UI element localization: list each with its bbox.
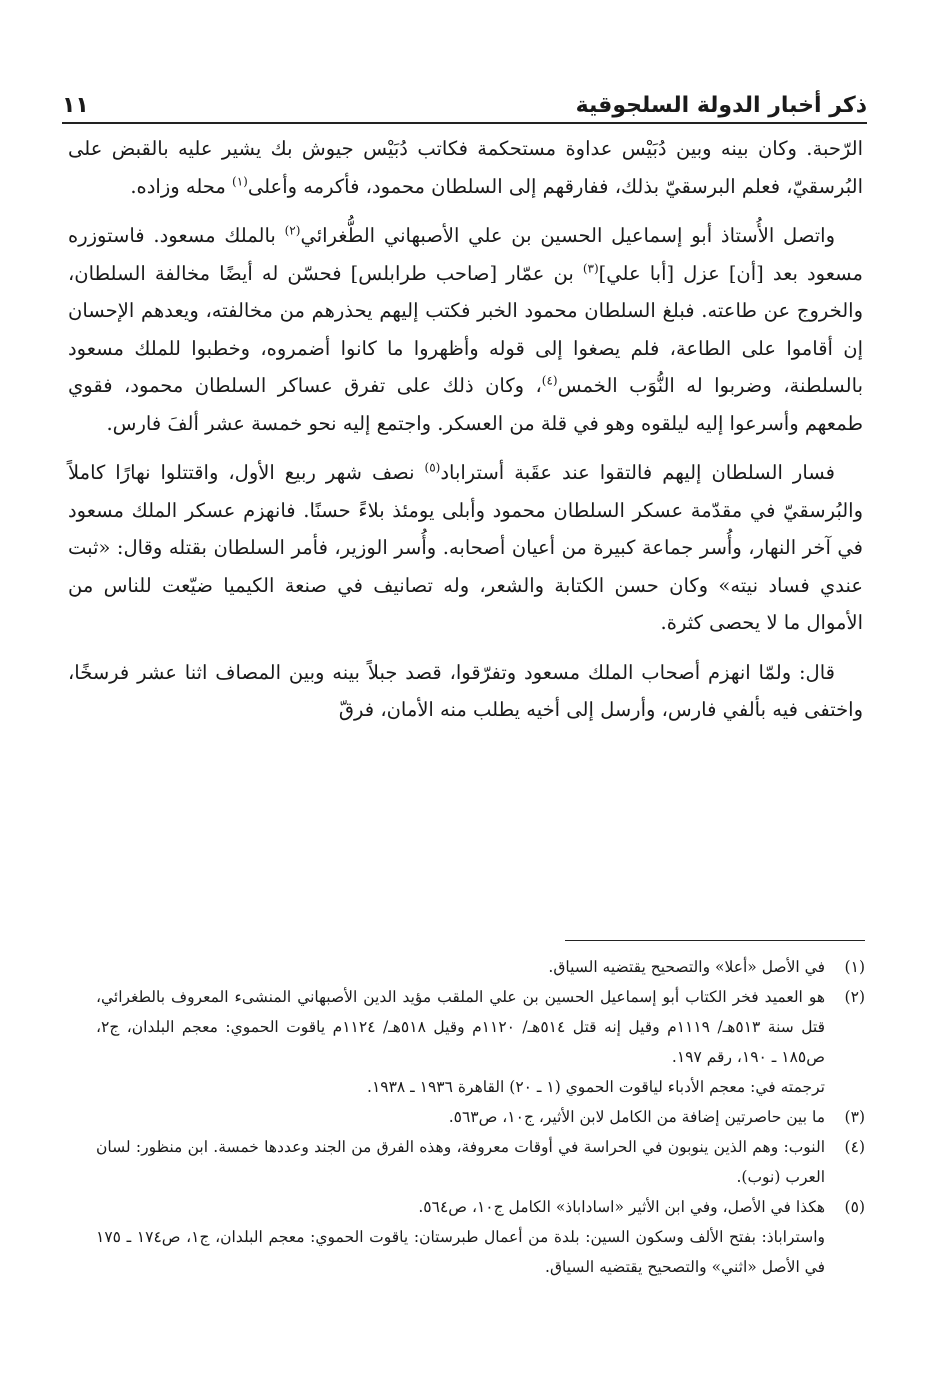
footnote-ref-2: (٢): [284, 223, 301, 238]
footnote-line: هو العميد فخر الكتاب أبو إسماعيل الحسين بن علي الملقب مؤيد الدين الأصبهاني المنشىء المعروف بالطغرائي، قتل سنة ٥١٣هـ/ ١١١٩م وقيل إنه قتل ٥١٤هـ/ ١١٢٠م وقيل ٥١٨هـ/ ١١٢٤م ياقوت الحموي: معجم البلدان، ج٢، ص١٨٥ ـ ١٩٠، رقم ١٩٧.: [96, 988, 826, 1066]
text-run: بالملك مسعود. فاستوزره مسعود بعد [أن] عزل [أبا علي]: [68, 224, 863, 285]
text-run: محله وزاده.: [130, 174, 233, 198]
footnote-text: [96, 1132, 825, 1192]
footnote-number: (٤): [844, 1138, 865, 1156]
main-text: [68, 130, 863, 741]
footnote-separator: [565, 940, 865, 941]
footnote-line: النوب: وهم الذين ينوبون في الحراسة في أوقات معروفة، وهذه الفرق من الجند وعددها خمسة. ابن منظور: لسان العرب (نوب).: [96, 1138, 825, 1186]
paragraph-1: [68, 130, 863, 205]
page-number: ١١: [62, 93, 89, 118]
text-run: فسار السلطان إليهم فالتقوا عند عقَبة أستراباد: [440, 461, 835, 484]
paragraph-4: [68, 654, 863, 729]
footnote-ref-4: (٤): [541, 373, 558, 388]
text-run: الرّحبة. وكان بينه وبين دُبَيْس عداوة مستحكمة فكاتب دُبَيْس جيوش بك يشير عليه بالقبض على البُرسقيّ، فعلم البرسقيّ بذلك، ففارقهم إلى السلطان محمود، فأكرمه وأعلى: [68, 137, 863, 198]
text-run: بن عمّار [صاحب طرابلس] فحسّن له أيضًا مخالفة السلطان، والخروج عن طاعته. فبلغ السلطان محمود الخبر فكتب إليهم يحذرهم من مخالفته، ويعدهم الإحسان إن أقاموا على الطاعة، فلم يصغوا إلى قوله وأظهروا ما كانوا أضمروه، وخطبوا للملك مسعود بالسلطنة، وضربوا له النُّوَب الخمس: [68, 261, 863, 397]
footnote-1: [96, 952, 865, 982]
footnote-ref-5: (٥): [424, 460, 441, 475]
paragraph-3: [68, 454, 863, 642]
footnote-number: (٢): [844, 988, 865, 1006]
footnote-line: واستراباذ: بفتح الألف وسكون السين: بلدة من أعمال طبرستان: ياقوت الحموي: معجم البلدان، ج١، ص١٧٤ ـ ١٧٥ في الأصل «اثني» والتصحيح يقتضيه السياق.: [96, 1228, 825, 1276]
text-run: واتصل الأُستاذ أبو إسماعيل الحسين بن علي الأصبهاني الطُّغرائي: [300, 224, 835, 247]
footnote-ref-3: (٣): [582, 261, 599, 275]
running-title: ذكر أخبار الدولة السلجوقية: [575, 93, 867, 118]
text-run: ، وكان ذلك على تفرق عساكر السلطان محمود، فقوي طمعهم وأسرعوا إليه ليلقوه وهو في قلة من العسكر. واجتمع إليه نحو خمسة عشر ألفَ فارس.: [68, 374, 863, 435]
footnote-line: في الأصل «أعلا» والتصحيح يقتضيه السياق.: [548, 958, 825, 976]
footnote-2: [96, 982, 865, 1102]
footnote-line: ما بين حاصرتين إضافة من الكامل لابن الأثير، ج١٠، ص٥٦٣.: [448, 1108, 825, 1126]
footnote-3: [96, 1102, 865, 1132]
footnote-ref-1: (١): [232, 174, 248, 188]
footnote-4: [96, 1132, 865, 1192]
text-run: نصف شهر ربيع الأول، واقتتلوا نهارًا كاملاً والبُرسقيّ في مقدّمة عسكر السلطان محمود وأبلى يومئذ بلاءً حسنًا. فانهزم عسكر الملك مسعود في آخر النهار، وأُسر جماعة كبيرة من أعيان أصحابه. وأُسر الوزير، فأمر السلطان بقتله وقال: «ثبت عندي فساد نيته» وكان حسن الكتابة والشعر، وله تصانيف في صنعة الكيميا ضيّعت للناس من الأموال ما لا يحصى كثرة.: [68, 461, 863, 634]
paragraph-2: [68, 217, 863, 442]
footnotes: [96, 952, 865, 1282]
footnote-line: هكذا في الأصل، وفي ابن الأثير «اساداباذ» الكامل ج١٠، ص٥٦٤.: [418, 1198, 825, 1216]
footnote-5: [96, 1192, 865, 1282]
footnote-number: (٣): [844, 1108, 865, 1126]
footnote-number: (٥): [844, 1198, 865, 1216]
footnote-line: ترجمته في: معجم الأدباء لياقوت الحموي (١ ـ ٢٠) القاهرة ١٩٣٦ ـ ١٩٣٨.: [367, 1078, 825, 1096]
running-header: [62, 78, 867, 124]
footnote-text: [96, 1102, 825, 1132]
footnote-text: [96, 982, 825, 1102]
footnote-text: [96, 952, 825, 982]
text-run: قال: ولمّا انهزم أصحاب الملك مسعود وتفرّقوا، قصد جبلاً بينه وبين المصاف اثنا عشر فرسخًا، واختفى فيه بألفي فارس، وأرسل إلى أخيه يطلب منه الأمان، فرقّ: [68, 660, 863, 721]
footnote-number: (١): [844, 958, 865, 976]
footnote-text: [96, 1192, 825, 1282]
